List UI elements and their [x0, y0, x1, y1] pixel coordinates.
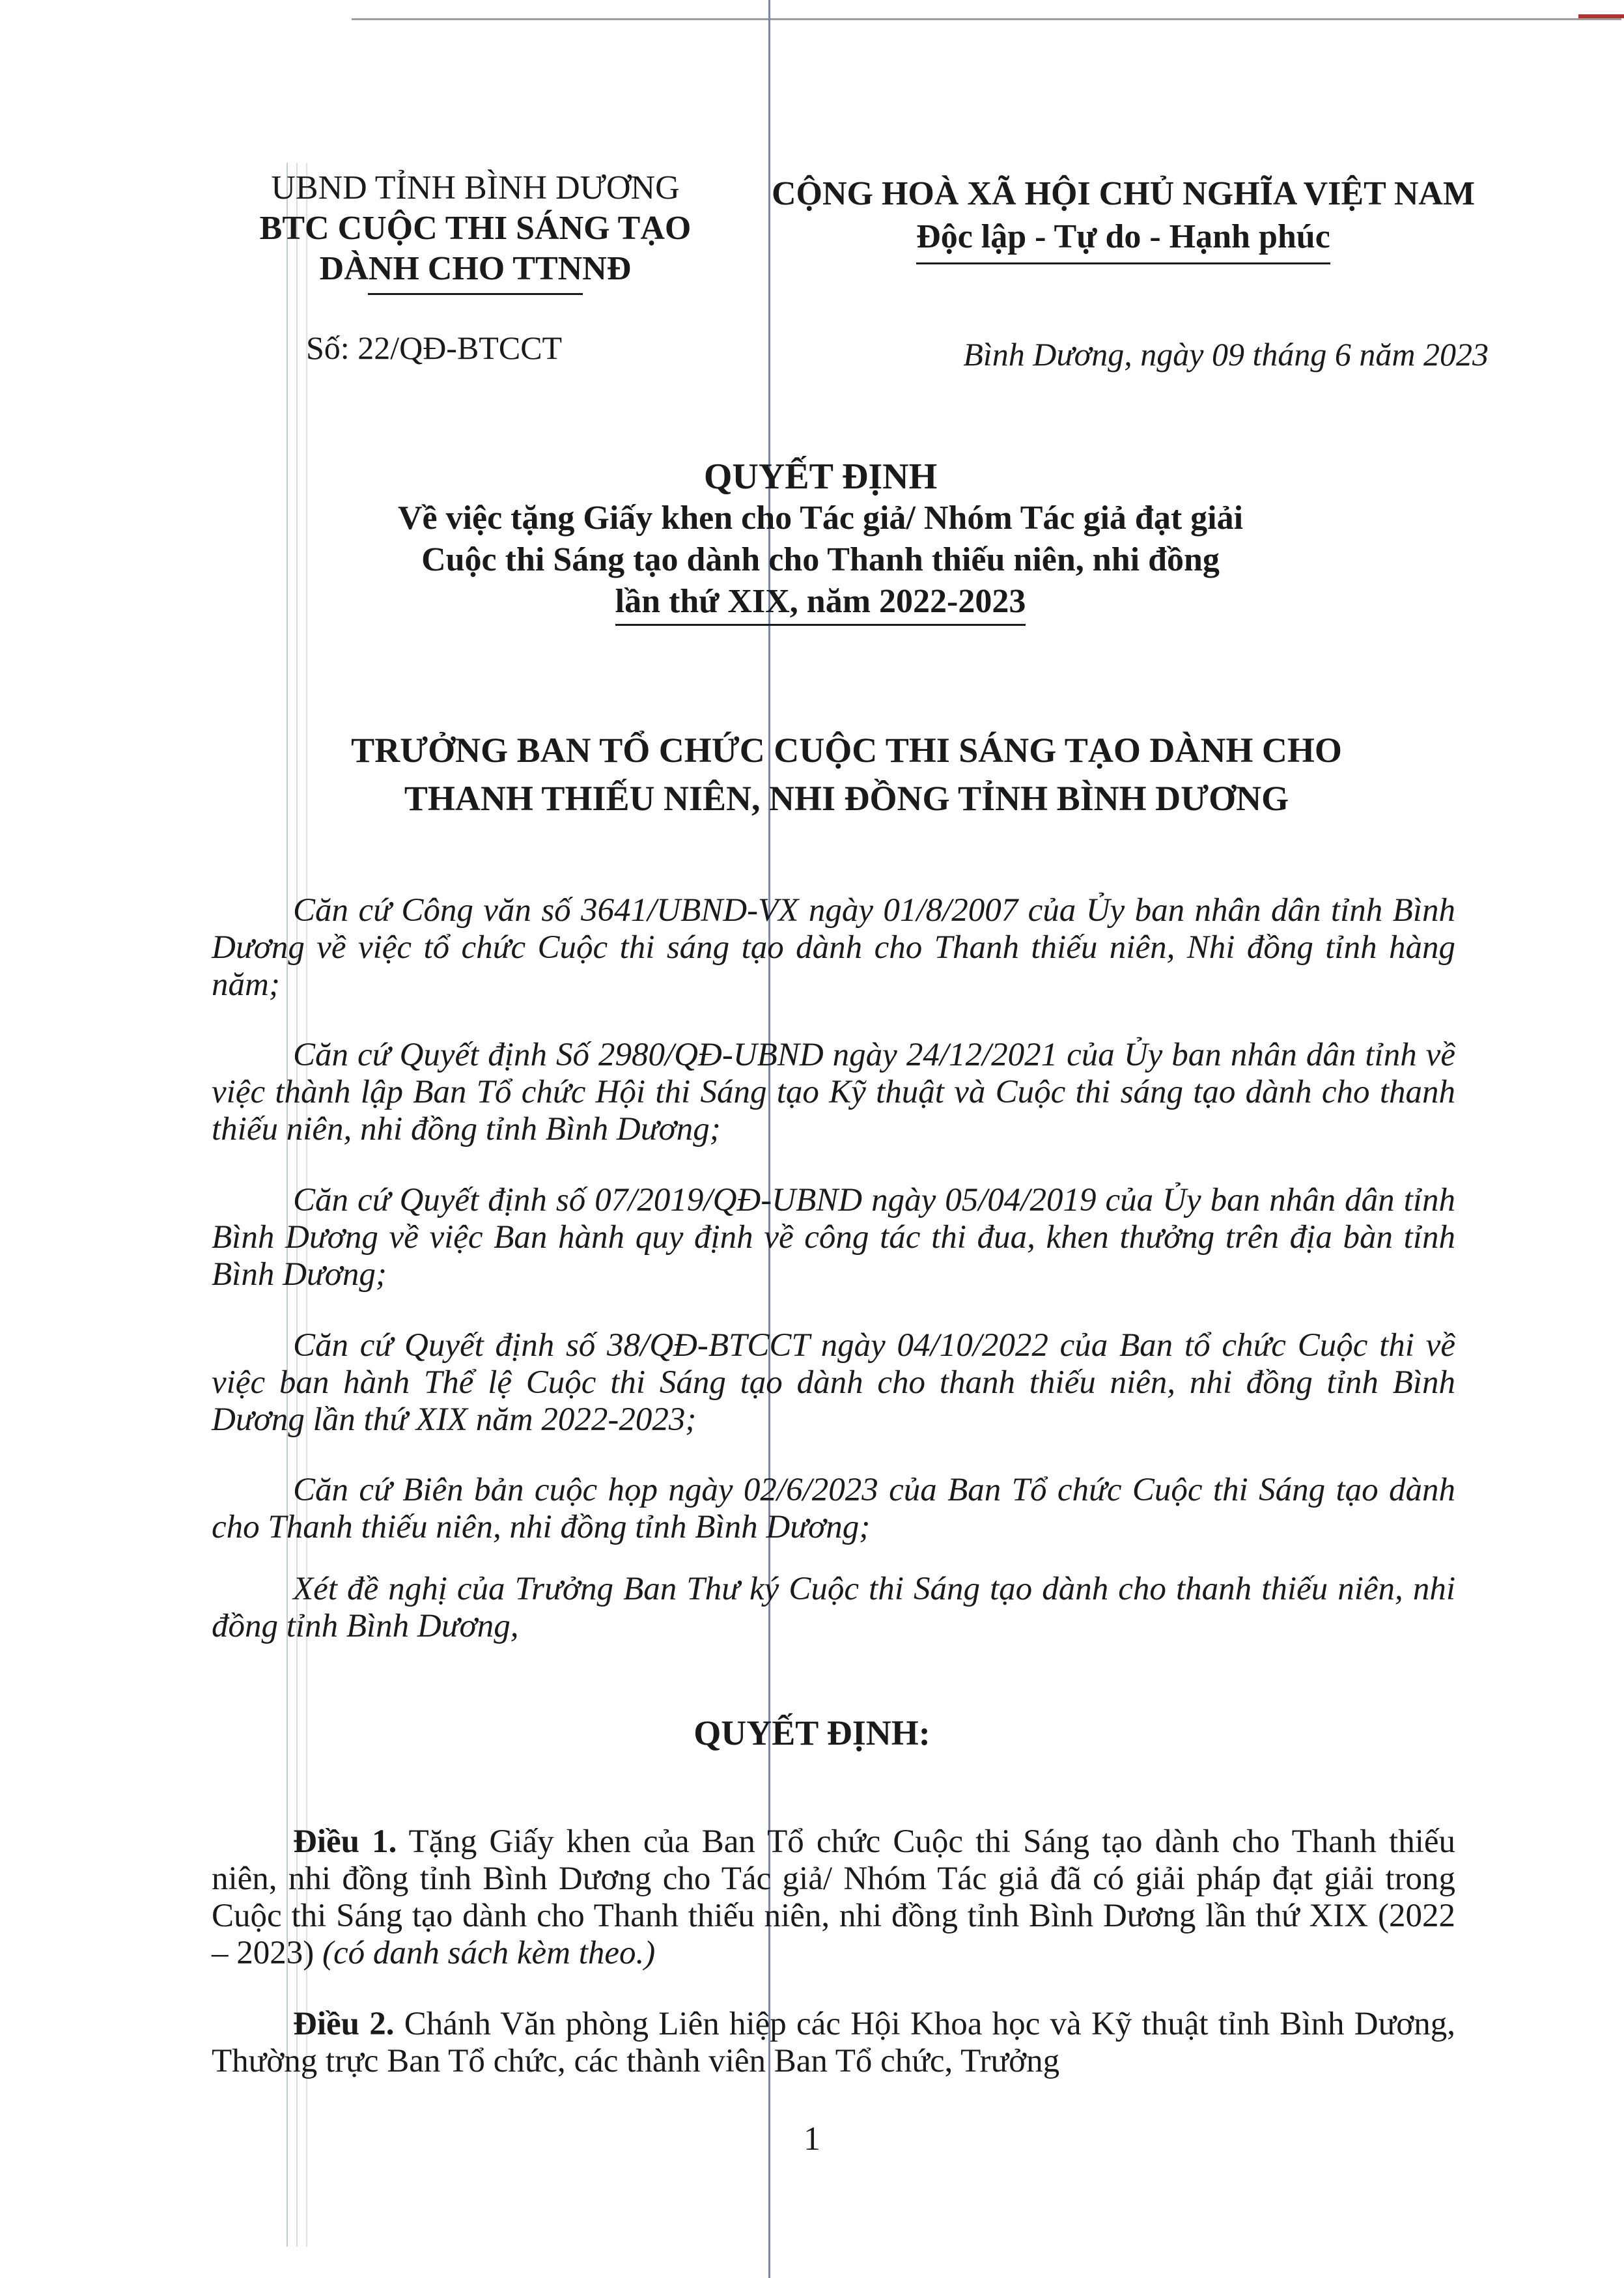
scan-corner-mark: [1578, 14, 1624, 18]
issuer-underline: [368, 293, 583, 295]
document-number: Số: 22/QĐ-BTCCT: [306, 330, 563, 366]
basis-paragraph: Căn cứ Quyết định Số 2980/QĐ-UBND ngày 24/12/2021 của Ủy ban nhân dân tỉnh về việc thành lập Ban Tổ chức Hội thi Sáng tạo Kỹ thuật và Cuộc thi sáng tạo dành cho thanh thiếu niên, nhi đồng tỉnh Bình Dương;: [212, 1037, 1455, 1147]
basis-paragraph: Căn cứ Biên bản cuộc họp ngày 02/6/2023 của Ban Tổ chức Cuộc thi Sáng tạo dành cho Thanh thiếu niên, nhi đồng tỉnh Bình Dương;: [212, 1472, 1455, 1545]
basis-paragraph: Căn cứ Công văn số 3641/UBND-VX ngày 01/8/2007 của Ủy ban nhân dân tỉnh Bình Dương về việc tổ chức Cuộc thi sáng tạo dành cho Thanh thiếu niên, Nhi đồng tỉnh hàng năm;: [212, 892, 1455, 1003]
title-line-3: Cuộc thi Sáng tạo dành cho Thanh thiếu niên, nhi đồng: [421, 541, 1220, 578]
title-heading: QUYẾT ĐỊNH: [703, 457, 938, 497]
issuer-line-2: BTC CUỘC THI SÁNG TẠO: [259, 210, 692, 247]
authority-block: [247, 726, 1446, 823]
place-date: Bình Dương, ngày 09 tháng 6 năm 2023: [963, 336, 1489, 373]
basis-paragraph: Xét đề nghị của Trưởng Ban Thư ký Cuộc thi Sáng tạo dành cho thanh thiếu niên, nhi đồng tỉnh Bình Dương,: [212, 1571, 1455, 1644]
scan-top-rule: [352, 18, 1621, 20]
decision-title: [365, 456, 1276, 626]
national-title: CỘNG HOÀ XÃ HỘI CHỦ NGHĨA VIỆT NAM: [771, 175, 1476, 212]
article-1-note: (có danh sách kèm theo.): [322, 1935, 656, 1971]
decision-heading: QUYẾT ĐỊNH:: [693, 1713, 931, 1752]
national-motto: Độc lập - Tự do - Hạnh phúc: [916, 216, 1330, 264]
issuer-line-1: UBND TỈNH BÌNH DƯƠNG: [271, 169, 680, 206]
issuer-block: [195, 168, 755, 295]
article-2-label: Điều 2.: [293, 2006, 395, 2042]
article-1-label: Điều 1.: [293, 1823, 397, 1860]
issuer-line-3: DÀNH CHO TTNNĐ: [319, 250, 632, 287]
basis-paragraph: Căn cứ Quyết định số 38/QĐ-BTCCT ngày 04/10/2022 của Ban tổ chức Cuộc thi về việc ban hành Thể lệ Cuộc thi Sáng tạo dành cho thanh thiếu niên, nhi đồng tỉnh Bình Dương lần thứ XIX năm 2022-2023;: [212, 1327, 1455, 1438]
page-number: 1: [804, 2120, 820, 2158]
title-line-2: Về việc tặng Giấy khen cho Tác giả/ Nhóm Tác giả đạt giải: [397, 499, 1244, 537]
authority-line-1: TRƯỞNG BAN TỔ CHỨC CUỘC THI SÁNG TẠO DÀNH CHO: [351, 731, 1342, 770]
article-2: [212, 2006, 1455, 2080]
national-motto-block: [729, 173, 1517, 264]
basis-paragraph: Căn cứ Quyết định số 07/2019/QĐ-UBND ngày 05/04/2019 của Ủy ban nhân dân tỉnh Bình Dương về việc Ban hành quy định về công tác thi đua, khen thưởng trên địa bàn tỉnh Bình Dương;: [212, 1182, 1455, 1293]
authority-line-2: THANH THIẾU NIÊN, NHI ĐỒNG TỈNH BÌNH DƯƠNG: [404, 779, 1289, 818]
title-line-4: lần thứ XIX, năm 2022-2023: [615, 581, 1026, 626]
article-2-text: Chánh Văn phòng Liên hiệp các Hội Khoa học và Kỹ thuật tỉnh Bình Dương, Thường trực Ban Tổ chức, các thành viên Ban Tổ chức, Trưởng: [212, 2006, 1456, 2079]
article-1-text: Tặng Giấy khen của Ban Tổ chức Cuộc thi Sáng tạo dành cho Thanh thiếu niên, nhi đồng tỉnh Bình Dương cho Tác giả/ Nhóm Tác giả đã có giải pháp đạt giải trong Cuộc thi Sáng tạo dành cho Thanh thiếu niên, nhi đồng tỉnh Bình Dương lần thứ XIX (2022 – 2023): [212, 1823, 1456, 1971]
article-1: [212, 1823, 1455, 1972]
